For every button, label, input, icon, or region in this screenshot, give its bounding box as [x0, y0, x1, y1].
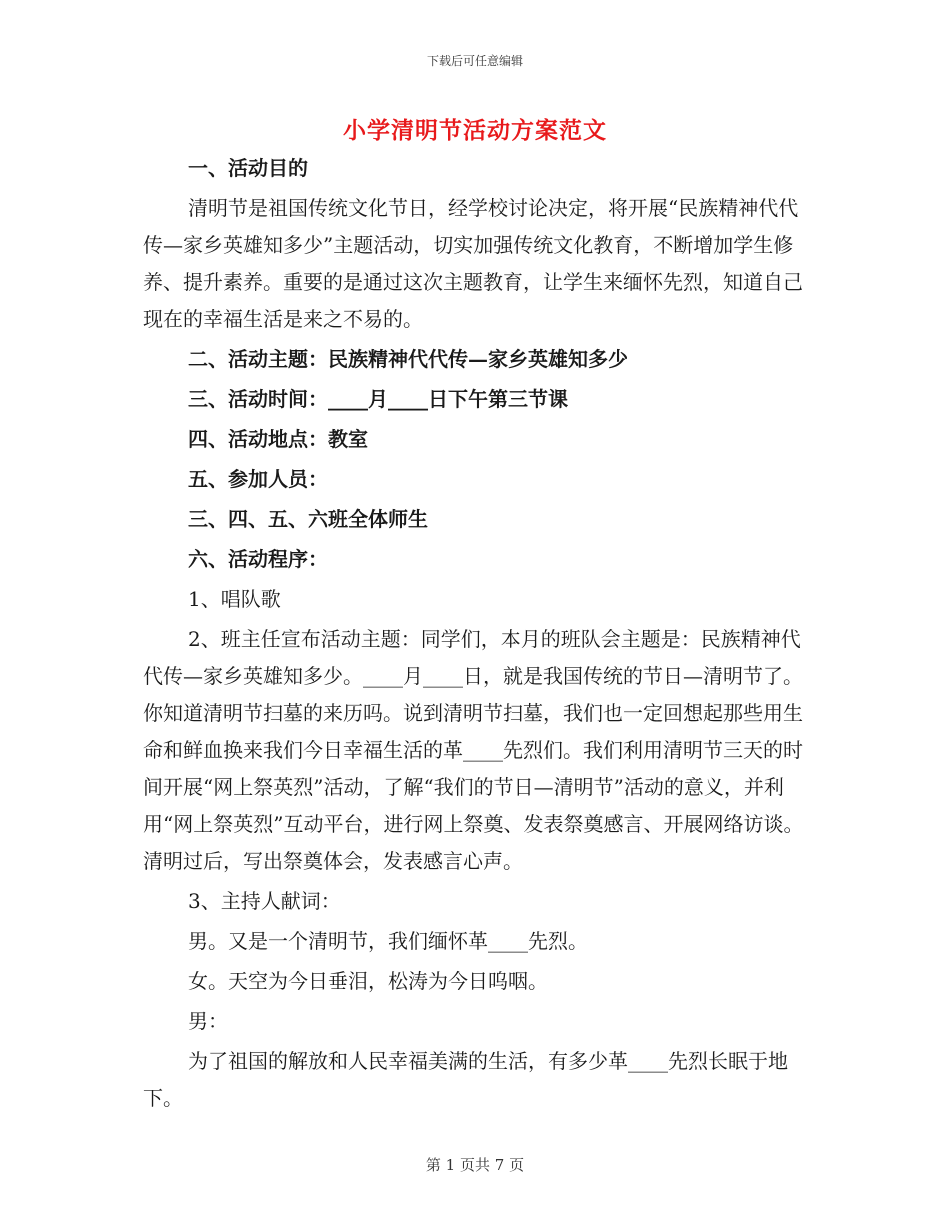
- document-body: [143, 150, 808, 1117]
- page-footer: 第 1 页共 7 页: [425, 1156, 525, 1174]
- section-heading-location: 四、活动地点：教室: [188, 427, 368, 451]
- paragraph-purpose: 清明节是祖国传统文化节日，经学校讨论决定，将开展“民族精神代代传—家乡英雄知多少”主题活动，切实加强传统文化教育，不断增加学生修养、提升素养。重要的是通过这次主题教育，让学生来缅怀先烈，知道自己现在的幸福生活是来之不易的。: [143, 196, 803, 331]
- document-title: 小学清明节活动方案范文: [343, 117, 607, 144]
- procedure-step-1: 1、唱队歌: [188, 587, 281, 611]
- dialogue-line-male-1: 男。又是一个清明节，我们缅怀革____先烈。: [188, 929, 588, 953]
- procedure-step-2: 2、班主任宣布活动主题：同学们，本月的班队会主题是：民族精神代代传—家乡英雄知多少。____月____日，就是我国传统的节日—清明节了。你知道清明节扫墓的来历吗。说到清明节扫墓，我们也一定回想起那些用生命和鲜血换来我们今日幸福生活的革____先烈们。我们利用清明节三天的时间开展“网上祭英烈”活动，了解“我们的节日—清明节”活动的意义，并利用“网上祭英烈”互动平台，进行网上祭奠、发表祭奠感言、开展网络访谈。清明过后，写出祭奠体会，发表感言心声。: [143, 627, 804, 873]
- participants-list: 三、四、五、六班全体师生: [188, 507, 428, 531]
- dialogue-line-male-2: 男：: [188, 1009, 228, 1033]
- page-header: 下载后可任意编辑: [426, 54, 523, 68]
- section-heading-participants: 五、参加人员：: [188, 467, 328, 491]
- section-heading-theme: 二、活动主题：民族精神代代传—家乡英雄知多少: [188, 347, 628, 371]
- procedure-step-3: 3、主持人献词：: [188, 889, 341, 913]
- section-heading-purpose: 一、活动目的: [188, 156, 308, 180]
- section-heading-procedure: 六、活动程序：: [188, 547, 328, 571]
- dialogue-line-female-1: 女。天空为今日垂泪，松涛为今日呜咽。: [188, 969, 548, 993]
- section-heading-time: 三、活动时间：____月____日下午第三节课: [188, 387, 568, 411]
- dialogue-line-male-2-content: 为了祖国的解放和人民幸福美满的生活，有多少革____先烈长眠于地下。: [143, 1049, 788, 1110]
